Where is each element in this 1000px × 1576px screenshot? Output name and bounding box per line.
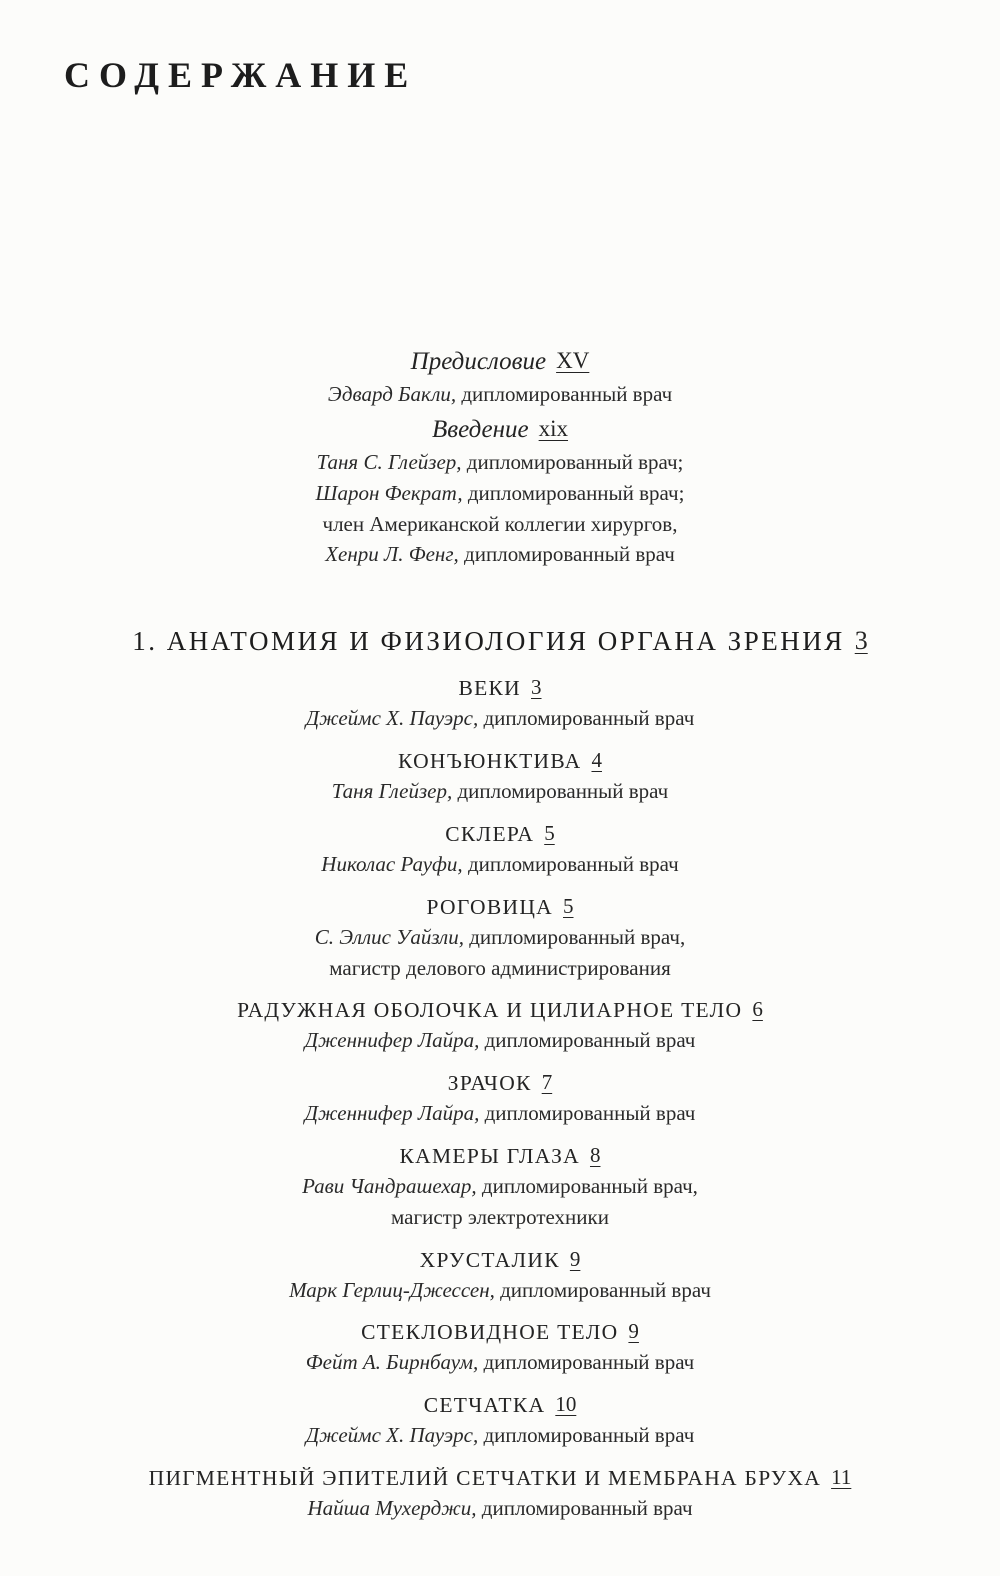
toc-entry bbox=[30, 346, 970, 409]
author-name: Фейт А. Бирнбаум, bbox=[305, 1350, 479, 1375]
author-name: Таня С. Глейзер, bbox=[316, 449, 462, 474]
author-line bbox=[30, 922, 970, 953]
toc-entry bbox=[30, 748, 970, 807]
entry-title: Предисловие bbox=[410, 348, 547, 375]
author-name: Дженнифер Лайра, bbox=[304, 1101, 480, 1126]
entry-page-number: 10 bbox=[555, 1392, 577, 1417]
entry-page-number: 9 bbox=[628, 1319, 639, 1344]
author-name: Хенри Л. Фенг, bbox=[325, 542, 459, 567]
author-name: Эдвард Бакли, bbox=[327, 381, 457, 406]
author-credentials: дипломированный врач bbox=[481, 1496, 693, 1521]
toc-entry bbox=[30, 1143, 970, 1233]
author-credentials: дипломированный врач; bbox=[466, 449, 684, 474]
toc-entry-heading bbox=[30, 1392, 970, 1420]
author-credentials: дипломированный врач bbox=[500, 1277, 711, 1302]
author-line bbox=[30, 1098, 970, 1129]
entry-page-number: 8 bbox=[589, 1143, 601, 1168]
toc-entry bbox=[30, 624, 970, 659]
author-credentials: дипломированный врач bbox=[484, 1028, 696, 1053]
author-line bbox=[30, 478, 970, 509]
author-credentials: дипломированный врач bbox=[483, 706, 695, 731]
author-line bbox=[30, 953, 970, 984]
toc-entry-heading bbox=[30, 1319, 970, 1347]
entry-title: РАДУЖНАЯ ОБОЛОЧКА И ЦИЛИАРНОЕ ТЕЛО bbox=[237, 998, 743, 1023]
author-credentials: член Американской коллегии хирургов, bbox=[322, 511, 678, 536]
toc-entry bbox=[30, 997, 970, 1056]
toc-entry-heading bbox=[30, 414, 970, 447]
toc-entry-heading bbox=[30, 1247, 970, 1275]
author-line bbox=[30, 1275, 970, 1306]
author-credentials: магистр делового администрирования bbox=[329, 955, 671, 980]
author-name: Джеймс Х. Пауэрс, bbox=[305, 1423, 479, 1448]
author-name: Найша Мухерджи, bbox=[307, 1496, 477, 1521]
author-credentials: магистр электротехники bbox=[391, 1204, 609, 1229]
author-credentials: дипломированный врач bbox=[461, 381, 673, 406]
toc-entry-heading bbox=[30, 624, 970, 659]
entry-page-number: 7 bbox=[541, 1070, 553, 1095]
entry-title: СТЕКЛОВИДНОЕ ТЕЛО bbox=[361, 1320, 619, 1345]
toc-entry-heading bbox=[30, 894, 970, 922]
author-line bbox=[30, 1493, 970, 1524]
author-line bbox=[30, 1202, 970, 1233]
author-name: Таня Глейзер, bbox=[331, 779, 453, 804]
author-credentials: дипломированный врач, bbox=[481, 1173, 698, 1198]
entry-title: СЕТЧАТКА bbox=[423, 1393, 546, 1418]
entry-page-number: 5 bbox=[544, 820, 555, 845]
author-name: С. Эллис Уайзли, bbox=[314, 924, 464, 949]
author-name: Джеймс Х. Пауэрс, bbox=[305, 706, 479, 731]
entry-page-number: xix bbox=[538, 416, 569, 442]
author-line bbox=[30, 1025, 970, 1056]
entry-page-number: 11 bbox=[831, 1465, 852, 1490]
toc-entry bbox=[30, 1070, 970, 1129]
author-line bbox=[30, 509, 970, 540]
page-title: СОДЕРЖАНИЕ bbox=[64, 55, 418, 95]
author-name: Марк Герлиц-Джессен, bbox=[289, 1277, 495, 1302]
toc-entry-heading bbox=[30, 1465, 970, 1493]
author-name: Дженнифер Лайра, bbox=[304, 1028, 480, 1053]
entry-title: СКЛЕРА bbox=[445, 821, 535, 846]
author-name: Николас Рауфи, bbox=[321, 851, 463, 876]
toc-list bbox=[0, 346, 1000, 1524]
author-line bbox=[30, 776, 970, 807]
toc-entry-heading bbox=[30, 346, 970, 379]
author-credentials: дипломированный врач bbox=[483, 1423, 695, 1448]
author-name: Шарон Фекрат, bbox=[315, 480, 463, 505]
author-line bbox=[30, 379, 970, 410]
entry-title: РОГОВИЦА bbox=[426, 894, 553, 919]
toc-entry-heading bbox=[30, 748, 970, 776]
entry-title: КОНЪЮНКТИВА bbox=[398, 749, 582, 774]
toc-entry-heading bbox=[30, 821, 970, 849]
entry-page-number: 3 bbox=[531, 675, 542, 700]
author-credentials: дипломированный врач bbox=[467, 851, 679, 876]
author-credentials: дипломированный врач bbox=[464, 542, 675, 567]
toc-entry-heading bbox=[30, 1070, 970, 1098]
entry-page-number: 4 bbox=[591, 748, 602, 773]
toc-entry bbox=[30, 675, 970, 734]
author-line bbox=[30, 447, 970, 478]
entry-title: ХРУСТАЛИК bbox=[419, 1247, 560, 1272]
toc-entry-heading bbox=[30, 997, 970, 1025]
entry-title: ПИГМЕНТНЫЙ ЭПИТЕЛИЙ СЕТЧАТКИ И МЕМБРАНА БРУХА bbox=[148, 1466, 822, 1491]
toc-entry bbox=[30, 414, 970, 570]
entry-page-number: 6 bbox=[752, 997, 763, 1022]
author-credentials: дипломированный врач bbox=[484, 1101, 696, 1126]
entry-page-number: 3 bbox=[854, 626, 868, 656]
entry-page-number: XV bbox=[556, 348, 590, 373]
author-credentials: дипломированный врач bbox=[483, 1350, 695, 1375]
toc-entry bbox=[30, 1392, 970, 1451]
author-line bbox=[30, 703, 970, 734]
entry-title: КАМЕРЫ ГЛАЗА bbox=[399, 1144, 580, 1169]
entry-page-number: 9 bbox=[569, 1246, 581, 1271]
toc-entry-heading bbox=[30, 1143, 970, 1171]
entry-title: 1. АНАТОМИЯ И ФИЗИОЛОГИЯ ОРГАНА ЗРЕНИЯ bbox=[132, 626, 845, 657]
author-line bbox=[30, 849, 970, 880]
toc-entry bbox=[30, 1319, 970, 1378]
author-line bbox=[30, 1420, 970, 1451]
entry-title: Введение bbox=[431, 416, 529, 444]
entry-page-number: 5 bbox=[563, 893, 574, 918]
author-credentials: дипломированный врач bbox=[457, 779, 669, 804]
author-name: Рави Чандрашехар, bbox=[302, 1173, 477, 1198]
toc-entry bbox=[30, 1247, 970, 1306]
toc-entry-heading bbox=[30, 675, 970, 703]
entry-title: ВЕКИ bbox=[458, 676, 522, 701]
author-line bbox=[30, 539, 970, 570]
author-credentials: дипломированный врач, bbox=[469, 924, 686, 949]
toc-entry bbox=[30, 1465, 970, 1524]
entry-title: ЗРАЧОК bbox=[447, 1071, 532, 1096]
toc-entry bbox=[30, 821, 970, 880]
author-credentials: дипломированный врач; bbox=[467, 480, 685, 505]
author-line bbox=[30, 1347, 970, 1378]
author-line bbox=[30, 1171, 970, 1202]
toc-entry bbox=[30, 894, 970, 984]
